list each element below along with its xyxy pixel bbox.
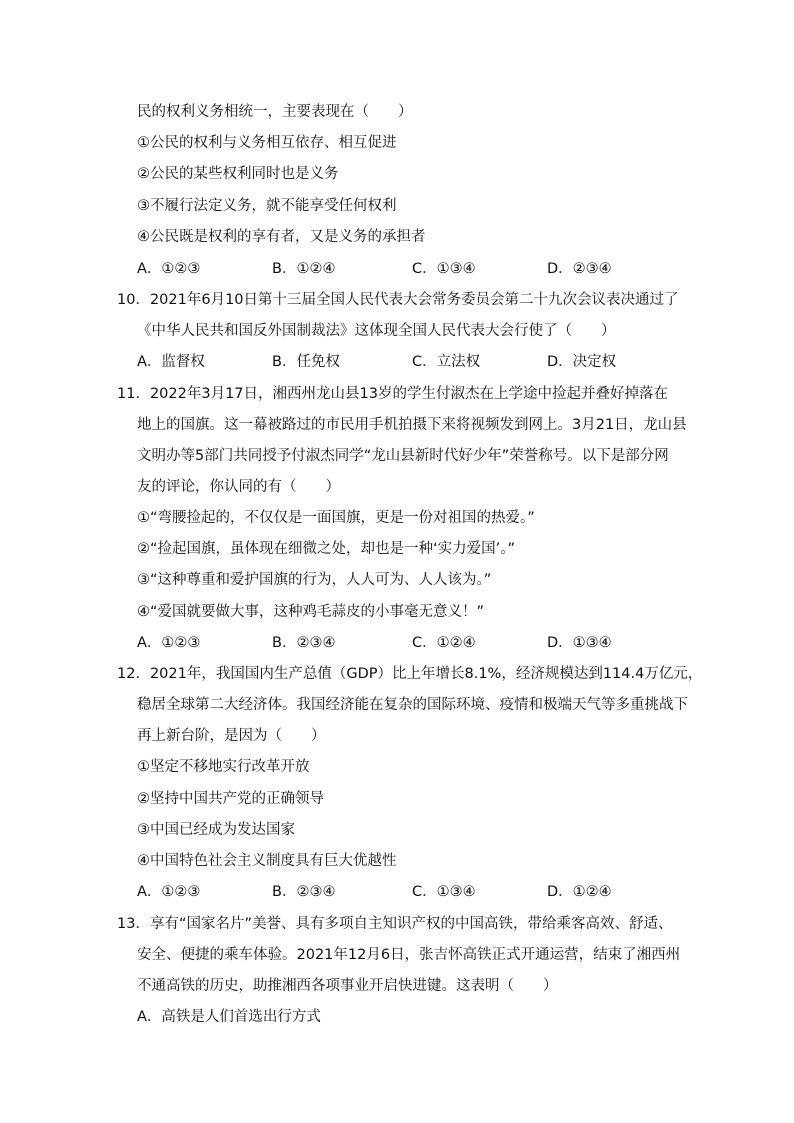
q13-option-a[interactable]: A．高铁是人们首选出行方式: [137, 1009, 321, 1025]
q12-option-a[interactable]: A．①②③: [137, 884, 201, 900]
q11-item-1: ①“弯腰捡起的，不仅仅是一面国旗，更是一份对祖国的热爱。”: [137, 510, 535, 526]
q12-item-4: ④中国特色社会主义制度具有巨大优越性: [137, 853, 397, 869]
q11-option-c[interactable]: C．①②④: [412, 635, 476, 651]
q12-item-2: ②坚持中国共产党的正确领导: [137, 791, 324, 807]
q11-item-2: ②“捡起国旗，虽体现在细微之处，却也是一种‘实力爱国’。”: [137, 541, 515, 557]
q11-option-b[interactable]: B．②③④: [272, 635, 336, 651]
q10-stem-line-2: 《中华人民共和国反外国制裁法》这体现全国人民代表大会行使了（ ）: [137, 323, 616, 339]
q9-stem-tail: 民的权利义务相统一，主要表现在（ ）: [137, 104, 413, 120]
q12-option-d[interactable]: D．①②④: [547, 884, 612, 900]
q9-options: [137, 259, 697, 279]
q10-option-b[interactable]: B．任免权: [272, 354, 340, 370]
q12-stem-line-3: 再上新台阶，是因为（ ）: [137, 728, 326, 744]
q10-stem-line-1: 10．2021年6月10日第十三届全国人民代表大会常务委员会第二十九次会议表决通过了: [117, 292, 679, 308]
q11-options: [137, 633, 697, 653]
q11-item-3: ③“这种尊重和爱护国旗的行为，人人可为、人人该为。”: [137, 572, 492, 588]
q10-options: [137, 352, 697, 372]
q9-item-2: ②公民的某些权利同时也是义务: [137, 166, 339, 182]
q9-item-4: ④公民既是权利的享有者，又是义务的承担者: [137, 229, 426, 245]
q10-option-a[interactable]: A．监督权: [137, 354, 205, 370]
q9-item-3: ③不履行法定义务，就不能享受任何权利: [137, 198, 397, 214]
q12-item-1: ①坚定不移地实行改革开放: [137, 759, 310, 775]
q11-item-4: ④“爱国就要做大事，这种鸡毛蒜皮的小事毫无意义！”: [137, 604, 485, 620]
q12-stem-line-2: 稳居全球第二大经济体。我国经济能在复杂的国际环境、疫情和极端天气等多重挑战下: [137, 697, 688, 713]
q10-option-c[interactable]: C．立法权: [412, 354, 481, 370]
q11-stem-line-3: 文明办等5部门共同授予付淑杰同学“龙山县新时代好少年”荣誉称号。以下是部分网: [137, 448, 669, 464]
q9-option-c[interactable]: C．①③④: [412, 261, 476, 277]
q11-stem-line-1: 11．2022年3月17日，湘西州龙山县13岁的学生付淑杰在上学途中捡起并叠好掉落在: [117, 386, 668, 402]
q13-stem-line-2: 安全、便捷的乘车体验。2021年12月6日，张吉怀高铁正式开通运营，结束了湘西州: [137, 947, 681, 963]
q13-stem-line-1: 13．享有“国家名片”美誉、具有多项自主知识产权的中国高铁，带给乘客高效、舒适、: [117, 916, 673, 932]
q9-option-d[interactable]: D．②③④: [547, 261, 612, 277]
q13-options: [137, 1007, 697, 1027]
q12-stem-line-1: 12．2021年，我国国内生产总值（GDP）比上年增长8.1%，经济规模达到114.4万亿元，: [117, 666, 703, 682]
q13-stem-line-3: 不通高铁的历史，助推湘西各项事业开启快进键。这表明（ ）: [137, 978, 558, 994]
q11-stem-line-4: 友的评论，你认同的有（ ）: [137, 479, 340, 495]
q12-option-c[interactable]: C．①③④: [412, 884, 476, 900]
q9-item-1: ①公民的权利与义务相互依存、相互促进: [137, 135, 397, 151]
q12-options: [137, 882, 697, 902]
q12-option-b[interactable]: B．②③④: [272, 884, 336, 900]
q11-stem-line-2: 地上的国旗。这一幕被路过的市民用手机拍摄下来将视频发到网上。3月21日，龙山县: [137, 417, 687, 433]
q12-item-3: ③中国已经成为发达国家: [137, 822, 295, 838]
q11-option-d[interactable]: D．①③④: [547, 635, 612, 651]
q9-option-a[interactable]: A．①②③: [137, 261, 201, 277]
q9-option-b[interactable]: B．①②④: [272, 261, 336, 277]
q11-option-a[interactable]: A．①②③: [137, 635, 201, 651]
q10-option-d[interactable]: D．决定权: [547, 354, 617, 370]
